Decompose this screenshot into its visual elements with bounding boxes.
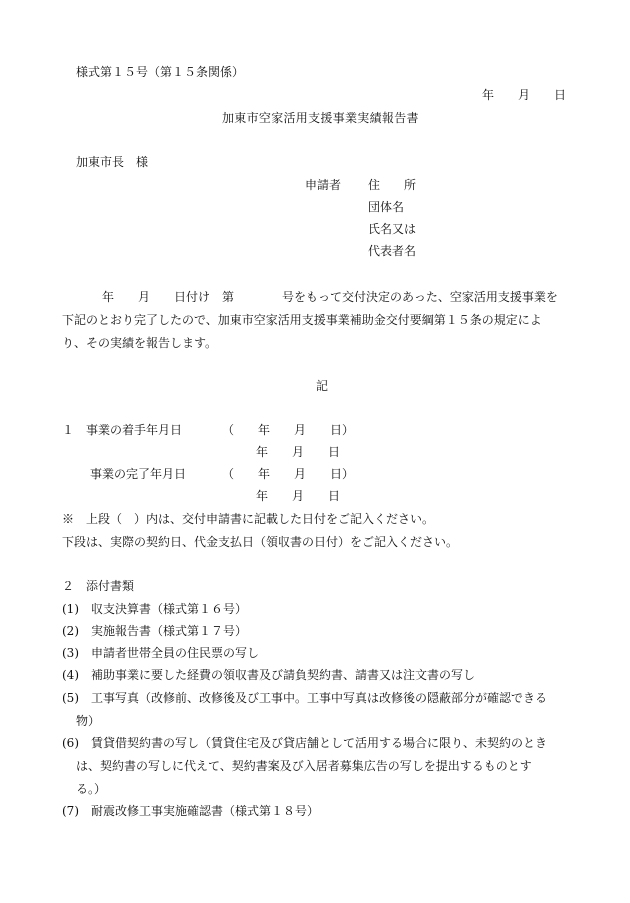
- note-lower: 下段は、実際の契約日、代金支払日（領収書の日付）をご記入ください。: [62, 535, 459, 549]
- body-line-2: 下記のとおり完了したので、加東市空家活用支援事業補助金交付要綱第１５条の規定によ: [62, 313, 542, 327]
- attachment-item-6-cont1: は、契約書の写しに代えて、契約書案及び入居者募集広告の写しを提出するものとす: [76, 759, 532, 773]
- end-date-label: 事業の完了年月日: [90, 467, 187, 481]
- form-number: 様式第１５号（第１５条関係）: [76, 65, 245, 79]
- start-date-planned: （ 年 月 日）: [222, 423, 355, 437]
- applicant-name-line1: 氏名又は: [368, 222, 417, 236]
- attachment-item-7: (7) 耐震改修工事実施確認書（様式第１８号）: [62, 804, 319, 818]
- addressee: 加東市長 様: [76, 155, 149, 169]
- body-line-3: り、その実績を報告します。: [62, 336, 218, 350]
- date-line: 年 月 日: [482, 88, 567, 102]
- attachment-item-5: (5) 工事写真（改修前、改修後及び工事中。工事中写真は改修後の隠蔽部分が確認できる: [62, 691, 548, 705]
- attachment-item-6-cont2: る。）: [76, 782, 107, 796]
- start-date-label: １ 事業の着手年月日: [62, 423, 183, 437]
- attachment-item-3: (3) 申請者世帯全員の住民票の写し: [62, 646, 259, 660]
- attachment-item-1: (1) 収支決算書（様式第１６号）: [62, 602, 247, 616]
- document-title: 加東市空家活用支援事業実績報告書: [222, 111, 419, 125]
- attachment-item-6: (6) 賃貸借契約書の写し（賃貸住宅及び貸店舗として活用する場合に限り、未契約のとき: [62, 736, 548, 750]
- end-date-planned: （ 年 月 日）: [222, 467, 355, 481]
- ki-heading: 記: [316, 379, 329, 393]
- end-date-actual: 年 月 日: [256, 489, 341, 503]
- note-upper: ※ 上段（ ）内は、交付申請書に記載した日付をご記入ください。: [62, 512, 435, 526]
- attachment-item-4: (4) 補助事業に要した経費の領収書及び請負契約書、請書又は注文書の写し: [62, 668, 476, 682]
- applicant-label: 申請者: [305, 178, 342, 192]
- applicant-organization: 団体名: [368, 200, 405, 214]
- applicant-address: 住 所: [368, 178, 417, 192]
- start-date-actual: 年 月 日: [256, 445, 341, 459]
- attachment-item-2: (2) 実施報告書（様式第１７号）: [62, 624, 247, 638]
- attachments-heading: ２ 添付書類: [62, 579, 135, 593]
- attachment-item-5-cont: 物）: [76, 714, 101, 728]
- applicant-name-line2: 代表者名: [368, 244, 417, 258]
- body-line-1: 年 月 日付け 第 号をもって交付決定のあった、空家活用支援事業を: [78, 290, 558, 304]
